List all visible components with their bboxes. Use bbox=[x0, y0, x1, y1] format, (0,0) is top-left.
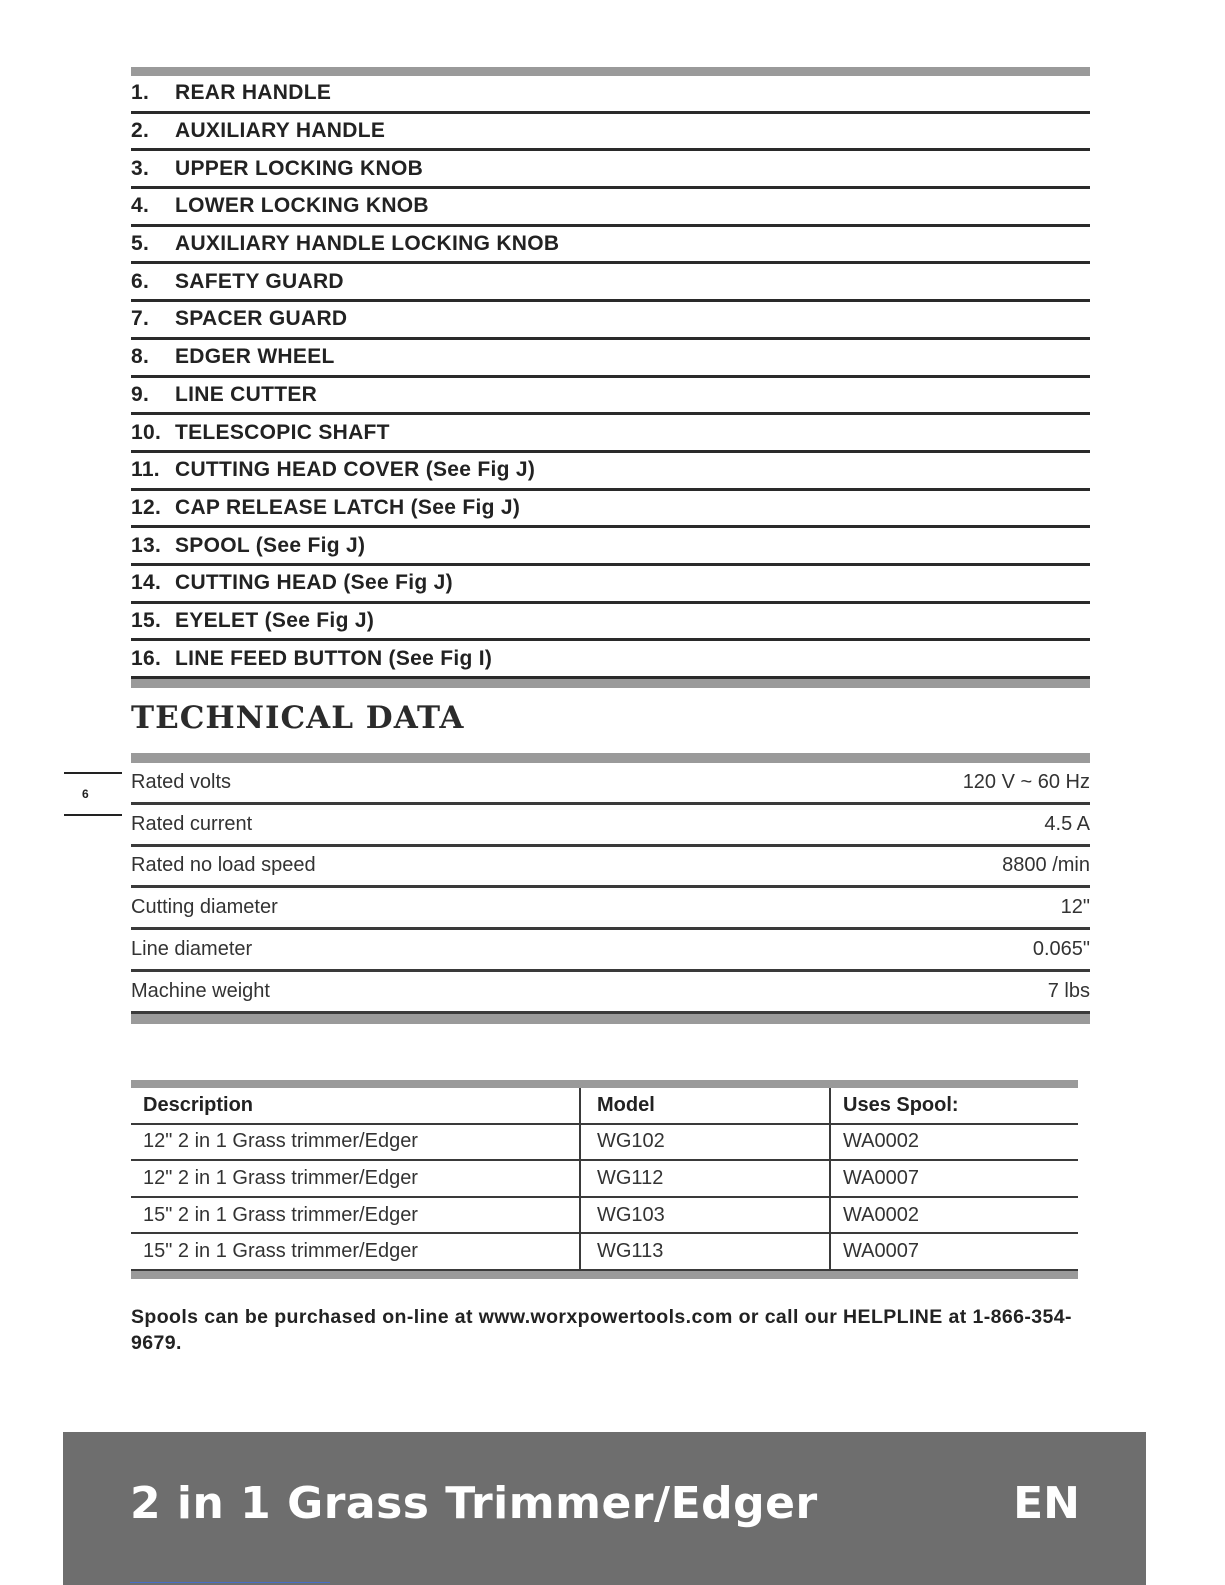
part-label: CUTTING HEAD (See Fig J) bbox=[175, 571, 453, 595]
part-number: 10. bbox=[131, 420, 162, 444]
footer-title: 2 in 1 Grass Trimmer/Edger bbox=[130, 1478, 818, 1529]
technical-data-heading: TECHNICAL DATA bbox=[131, 700, 465, 736]
cell-description: 12" 2 in 1 Grass trimmer/Edger bbox=[131, 1125, 581, 1160]
language-code: EN bbox=[1013, 1478, 1080, 1529]
part-number: 13. bbox=[131, 533, 162, 557]
part-number: 1. bbox=[131, 81, 150, 105]
tech-value: 12" bbox=[1060, 896, 1090, 919]
tech-label: Rated no load speed bbox=[131, 854, 316, 877]
tech-row bbox=[131, 763, 1090, 805]
part-number: 14. bbox=[131, 571, 162, 595]
part-label: SPOOL (See Fig J) bbox=[175, 533, 366, 557]
part-row bbox=[131, 151, 1090, 189]
part-row bbox=[131, 491, 1090, 529]
table-row bbox=[131, 1161, 1078, 1198]
tech-value: 4.5 A bbox=[1044, 812, 1090, 835]
tech-row bbox=[131, 847, 1090, 889]
part-number: 4. bbox=[131, 194, 150, 218]
cell-spool: WA0007 bbox=[843, 1166, 919, 1189]
part-number: 9. bbox=[131, 382, 150, 406]
part-label: LOWER LOCKING KNOB bbox=[175, 194, 429, 218]
parts-bottom-band bbox=[131, 679, 1090, 688]
cell-model: WG103 bbox=[581, 1198, 831, 1233]
part-row bbox=[131, 566, 1090, 604]
part-label: REAR HANDLE bbox=[175, 81, 332, 105]
header-uses-spool: Uses Spool: bbox=[843, 1093, 959, 1116]
part-row bbox=[131, 302, 1090, 340]
part-label: LINE CUTTER bbox=[175, 382, 318, 406]
tech-top-band bbox=[131, 753, 1090, 763]
tech-value: 8800 /min bbox=[1002, 854, 1090, 877]
tech-value: 0.065" bbox=[1032, 938, 1090, 961]
header-description: Description bbox=[131, 1088, 581, 1123]
tech-row bbox=[131, 888, 1090, 930]
footer-underline bbox=[130, 1582, 330, 1583]
spool-header-row bbox=[131, 1088, 1078, 1125]
footer-banner bbox=[63, 1432, 1146, 1585]
part-row bbox=[131, 528, 1090, 566]
cell-spool: WA0007 bbox=[843, 1240, 919, 1263]
part-label: EDGER WHEEL bbox=[175, 345, 335, 369]
cell-model: WG102 bbox=[581, 1125, 831, 1160]
tech-bottom-band bbox=[131, 1014, 1090, 1024]
tech-value: 120 V ~ 60 Hz bbox=[962, 770, 1090, 793]
part-number: 12. bbox=[131, 495, 162, 519]
part-number: 6. bbox=[131, 269, 150, 293]
tech-value: 7 lbs bbox=[1047, 979, 1090, 1002]
cell-description: 15" 2 in 1 Grass trimmer/Edger bbox=[131, 1234, 581, 1269]
tech-row bbox=[131, 805, 1090, 847]
tech-label: Cutting diameter bbox=[131, 896, 278, 919]
part-number: 3. bbox=[131, 156, 150, 180]
cell-description: 12" 2 in 1 Grass trimmer/Edger bbox=[131, 1161, 581, 1196]
part-number: 8. bbox=[131, 345, 150, 369]
part-label: SAFETY GUARD bbox=[175, 269, 344, 293]
part-label: CUTTING HEAD COVER (See Fig J) bbox=[175, 458, 536, 482]
page-number-marker bbox=[64, 772, 122, 816]
part-label: EYELET (See Fig J) bbox=[175, 608, 375, 632]
part-number: 7. bbox=[131, 307, 150, 331]
part-label: UPPER LOCKING KNOB bbox=[175, 156, 424, 180]
part-row bbox=[131, 76, 1090, 114]
part-number: 15. bbox=[131, 608, 162, 632]
tech-label: Rated current bbox=[131, 812, 253, 835]
spool-bottom-band bbox=[131, 1271, 1078, 1279]
tech-label: Line diameter bbox=[131, 938, 253, 961]
header-model: Model bbox=[581, 1088, 831, 1123]
part-row bbox=[131, 227, 1090, 265]
technical-data-table bbox=[131, 753, 1090, 1024]
part-label: CAP RELEASE LATCH (See Fig J) bbox=[175, 495, 521, 519]
part-row bbox=[131, 378, 1090, 416]
part-number: 2. bbox=[131, 119, 150, 143]
cell-description: 15" 2 in 1 Grass trimmer/Edger bbox=[131, 1198, 581, 1233]
part-number: 11. bbox=[131, 458, 160, 482]
part-label: SPACER GUARD bbox=[175, 307, 348, 331]
part-row bbox=[131, 340, 1090, 378]
parts-top-band bbox=[131, 67, 1090, 76]
table-row bbox=[131, 1234, 1078, 1271]
cell-spool: WA0002 bbox=[843, 1203, 919, 1226]
part-row bbox=[131, 189, 1090, 227]
part-label: AUXILIARY HANDLE bbox=[175, 119, 386, 143]
tech-row bbox=[131, 930, 1090, 972]
part-row bbox=[131, 641, 1090, 679]
tech-row bbox=[131, 972, 1090, 1014]
part-label: LINE FEED BUTTON (See Fig I) bbox=[175, 646, 493, 670]
cell-model: WG113 bbox=[581, 1234, 831, 1269]
part-label: AUXILIARY HANDLE LOCKING KNOB bbox=[175, 232, 560, 256]
spool-top-band bbox=[131, 1080, 1078, 1088]
parts-list bbox=[131, 67, 1090, 688]
part-row bbox=[131, 604, 1090, 642]
spool-table bbox=[131, 1080, 1078, 1279]
table-row bbox=[131, 1125, 1078, 1162]
cell-spool: WA0002 bbox=[843, 1130, 919, 1153]
part-row bbox=[131, 415, 1090, 453]
part-row bbox=[131, 264, 1090, 302]
page-marker-line-bottom bbox=[64, 814, 122, 816]
part-row bbox=[131, 453, 1090, 491]
part-label: TELESCOPIC SHAFT bbox=[175, 420, 390, 444]
cell-model: WG112 bbox=[581, 1161, 831, 1196]
spool-purchase-note: Spools can be purchased on-line at www.worxpowertools.com or call our HELPLINE at 1-866-354-9679. bbox=[131, 1306, 1072, 1354]
table-row bbox=[131, 1198, 1078, 1235]
part-number: 16. bbox=[131, 646, 162, 670]
part-row bbox=[131, 114, 1090, 152]
page-number: 6 bbox=[82, 787, 89, 801]
part-number: 5. bbox=[131, 232, 150, 256]
tech-label: Rated volts bbox=[131, 770, 232, 793]
tech-label: Machine weight bbox=[131, 979, 270, 1002]
